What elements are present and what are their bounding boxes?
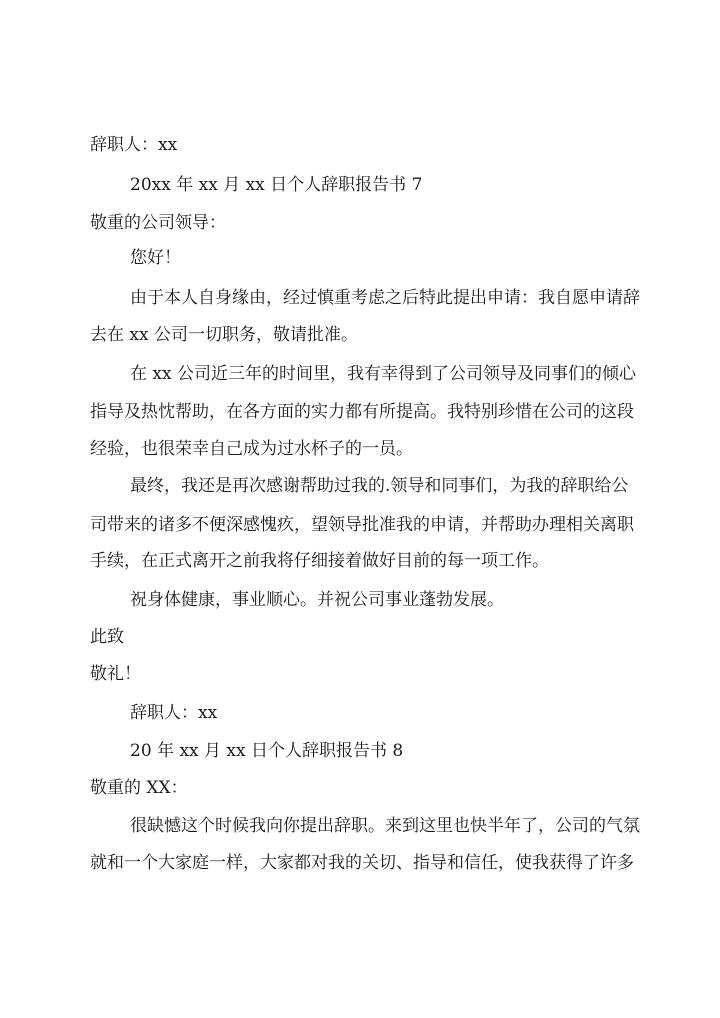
signature-line-2: 辞职人：xx [130, 703, 218, 723]
salutation-1: 敬重的公司领导： [90, 213, 226, 233]
body-paragraph-1-line-1: 由于本人自身缘由，经过慎重考虑之后特此提出申请：我自愿申请辞 [130, 288, 640, 308]
closing-line-2: 敬礼！ [90, 664, 141, 684]
body-paragraph-2-line-1: 在 xx 公司近三年的时间里，我有幸得到了公司领导及同事们的倾心 [130, 364, 636, 384]
body-paragraph-2-line-3: 经验，也很荣幸自己成为过水杯子的一员。 [90, 439, 413, 459]
body-paragraph-3-line-3: 手续，在正式离开之前我将仔细接着做好目前的每一项工作。 [90, 551, 549, 571]
body-paragraph-1-line-2: 去在 xx 公司一切职务，敬请批准。 [90, 325, 358, 345]
body-paragraph-4-line-1: 很缺憾这个时候我向你提出辞职。来到这里也快半年了，公司的气氛 [130, 816, 640, 836]
signature-line-1: 辞职人：xx [90, 135, 178, 155]
closing-line-1: 此致 [90, 627, 124, 647]
body-paragraph-2-line-2: 指导及热忱帮助，在各方面的实力都有所提高。我特别珍惜在公司的这段 [90, 402, 634, 422]
body-paragraph-3-line-2: 司带来的诸多不便深感愧疚，望领导批准我的申请，并帮助办理相关离职 [90, 515, 634, 535]
report-title-7: 20xx 年 xx 月 xx 日个人辞职报告书 7 [130, 175, 423, 195]
salutation-2: 敬重的 XX： [90, 778, 188, 798]
greeting: 您好！ [130, 248, 181, 268]
body-paragraph-4-line-2: 就和一个大家庭一样，大家都对我的关切、指导和信任，使我获得了许多 [90, 853, 634, 873]
wishes-line: 祝身体健康，事业顺心。并祝公司事业蓬勃发展。 [130, 590, 504, 610]
report-title-8: 20 年 xx 月 xx 日个人辞职报告书 8 [130, 741, 404, 761]
body-paragraph-3-line-1: 最终，我还是再次感谢帮助过我的.领导和同事们，为我的辞职给公 [130, 476, 629, 496]
